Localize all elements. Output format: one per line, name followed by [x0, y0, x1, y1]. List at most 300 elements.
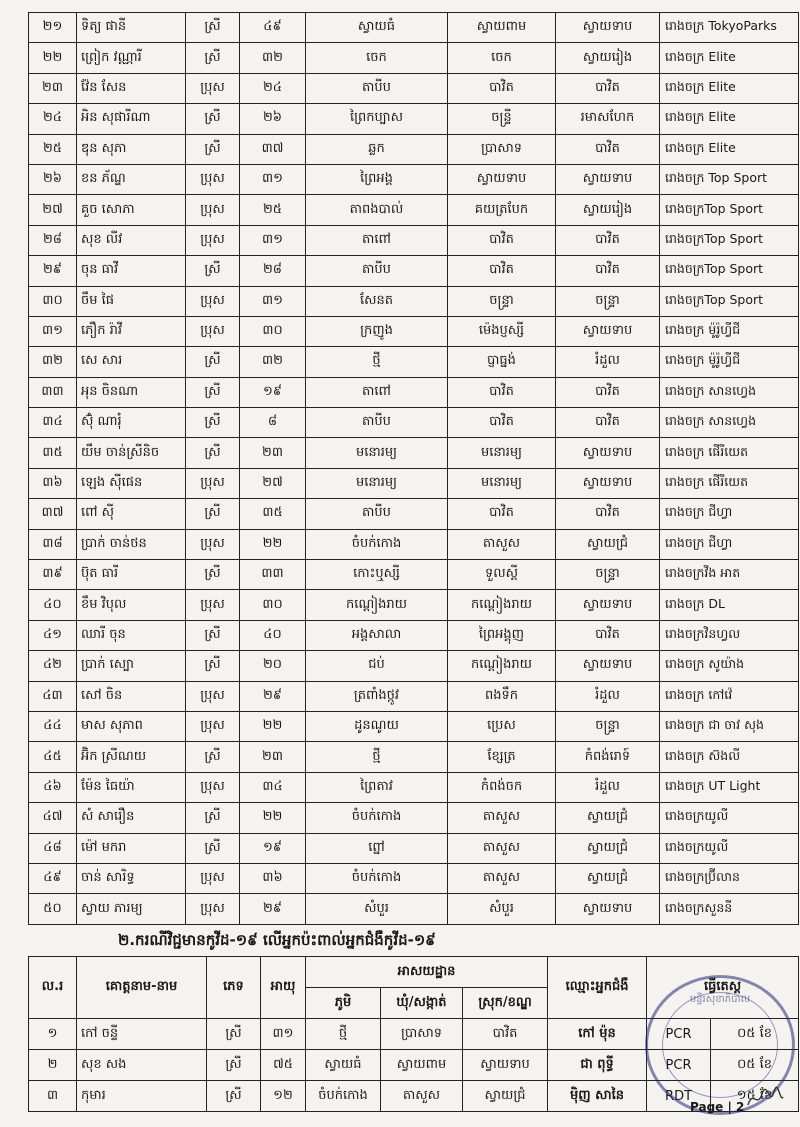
table-row	[29, 347, 799, 377]
factory-cell: រោងចក្រ សូយ៉ាង	[660, 651, 799, 681]
district-cell: រំដួល	[556, 347, 660, 377]
commune-cell: ចន្ទ្រី	[448, 104, 556, 134]
village-cell: តាពងបាល់	[306, 195, 448, 225]
district-cell: រំដួល	[556, 772, 660, 802]
person-sex: ប្រុស	[186, 894, 240, 924]
person-sex: ស្រី	[186, 651, 240, 681]
person-name: ឌុន សុភា	[77, 134, 186, 164]
table-row	[29, 256, 799, 286]
person-name: ខឹម វិបុល	[77, 590, 186, 620]
table-row	[29, 1081, 799, 1112]
commune-cell: តាសួស	[448, 529, 556, 559]
village-cell: មនោរម្យ	[306, 468, 448, 498]
commune-cell: តាសួស	[381, 1081, 463, 1112]
table-row	[29, 681, 799, 711]
factory-cell: រោងចក្រ UT Light	[660, 772, 799, 802]
header-address: អាសយដ្ឋាន	[306, 957, 548, 988]
test-date: ០៥ ខែ	[711, 1050, 799, 1081]
person-name: ប្រាក់ ចាន់ថន	[77, 529, 186, 559]
village-cell: សំបួរ	[306, 894, 448, 924]
village-cell: តាពៅ	[306, 377, 448, 407]
village-cell: ព្រៃអង្គ	[306, 164, 448, 194]
factory-cell: រោងចក្រ Elite	[660, 43, 799, 73]
person-sex: ប្រុស	[186, 73, 240, 103]
factory-cell: រោងចក្រ កៅវ៉េ	[660, 681, 799, 711]
header-row	[29, 957, 799, 988]
row-number: ២១	[29, 13, 77, 43]
commune-cell: បាវិត	[448, 256, 556, 286]
person-age: ៣១	[240, 164, 306, 194]
person-sex: ប្រុស	[186, 468, 240, 498]
person-age: ២៥	[240, 195, 306, 225]
commune-cell: ចេក	[448, 43, 556, 73]
person-name: ស្វាយ ភារម្យ	[77, 894, 186, 924]
person-sex: ស្រី	[207, 1019, 261, 1050]
district-cell: បាវិត	[556, 499, 660, 529]
person-age: ១២	[261, 1081, 306, 1112]
table-row	[29, 833, 799, 863]
commune-cell: បាវិត	[448, 377, 556, 407]
village-cell: ថ្មី	[306, 742, 448, 772]
district-cell: ស្វាយទាប	[463, 1050, 548, 1081]
table-row	[29, 1019, 799, 1050]
table-row	[29, 195, 799, 225]
factory-cell: រោងចក្រយូលី	[660, 803, 799, 833]
person-age: ២៦	[240, 104, 306, 134]
factory-cell: រោងចក្រTop Sport	[660, 225, 799, 255]
table-row	[29, 73, 799, 103]
commune-cell: ខ្សែត្រ	[448, 742, 556, 772]
person-age: ៧៥	[261, 1050, 306, 1081]
person-age: ៣៧	[240, 134, 306, 164]
person-age: ៣១	[261, 1019, 306, 1050]
person-age: ៣០	[240, 316, 306, 346]
commune-cell: កណ្ដៀងរាយ	[448, 590, 556, 620]
village-cell: តាបីប	[306, 499, 448, 529]
person-sex: ស្រី	[186, 438, 240, 468]
district-cell: បាវិត	[556, 134, 660, 164]
village-cell: ចំបក់កោង	[306, 1081, 381, 1112]
person-sex: ស្រី	[186, 742, 240, 772]
factory-cell: រោងចក្រ TokyoParks	[660, 13, 799, 43]
header-age: អាយុ	[261, 957, 306, 1019]
person-sex: ស្រី	[186, 134, 240, 164]
row-number: ៥០	[29, 894, 77, 924]
district-cell: បាវិត	[556, 73, 660, 103]
person-name: សំ សារឿន	[77, 803, 186, 833]
row-number: ៤០	[29, 590, 77, 620]
person-name: ព្រៀក វណ្ណារី	[77, 43, 186, 73]
table-row	[29, 134, 799, 164]
person-sex: ស្រី	[186, 833, 240, 863]
row-number: ៣០	[29, 286, 77, 316]
factory-cell: រោងចក្រសួននី	[660, 894, 799, 924]
village-cell: តាបីប	[306, 73, 448, 103]
person-sex: ស្រី	[207, 1081, 261, 1112]
row-number: ៣៤	[29, 408, 77, 438]
person-age: ២៩	[240, 894, 306, 924]
header-sex: ភេទ	[207, 957, 261, 1019]
factory-cell: រោងចក្រTop Sport	[660, 256, 799, 286]
district-cell: ចន្ទ្រា	[556, 286, 660, 316]
table-row	[29, 1050, 799, 1081]
factory-cell: រោងចក្រ Elite	[660, 73, 799, 103]
district-cell: កំពង់រោទ៍	[556, 742, 660, 772]
person-age: ២៩	[240, 681, 306, 711]
district-cell: ស្វាយទាប	[556, 590, 660, 620]
person-name: អិន សុផារីណា	[77, 104, 186, 134]
table-row	[29, 529, 799, 559]
village-cell: ចំបក់កោង	[306, 529, 448, 559]
district-cell: ស្វាយទាប	[556, 316, 660, 346]
commune-cell: ព្រៃអង្គុញ	[448, 620, 556, 650]
person-age: ៨	[240, 408, 306, 438]
row-number: ៣៩	[29, 560, 77, 590]
commune-cell: តាសួស	[448, 803, 556, 833]
district-cell: ស្វាយរៀង	[556, 43, 660, 73]
page-number: Page | 2	[690, 1100, 745, 1114]
person-sex: ប្រុស	[186, 590, 240, 620]
row-number: ៤៥	[29, 742, 77, 772]
village-cell: ចំបក់កោង	[306, 863, 448, 893]
factory-cell: រោងចក្រ ជា ចាវ សុង	[660, 711, 799, 741]
row-number: ៣២	[29, 347, 77, 377]
village-cell: ថ្មី	[306, 347, 448, 377]
person-sex: ស្រី	[186, 620, 240, 650]
person-age: ៣២	[240, 43, 306, 73]
test-type: PCR	[647, 1050, 711, 1081]
person-age: ២៣	[240, 742, 306, 772]
district-cell: ស្វាយជ្រំ	[463, 1081, 548, 1112]
village-cell: សែនត	[306, 286, 448, 316]
factory-cell: រោងចក្រយូលី	[660, 833, 799, 863]
table-row	[29, 164, 799, 194]
person-sex: ស្រី	[186, 347, 240, 377]
contact-cases-body	[29, 1019, 799, 1112]
factory-cell: រោងចក្រ DL	[660, 590, 799, 620]
row-number: ៤២	[29, 651, 77, 681]
village-cell: អង្គសាលា	[306, 620, 448, 650]
person-sex: ប្រុស	[186, 164, 240, 194]
table-row	[29, 13, 799, 43]
person-sex: ស្រី	[186, 13, 240, 43]
patient-name: កៅ ម៉ុន	[548, 1019, 647, 1050]
section-2-heading: ២.ករណីវិជ្ជមានកូវីដ-១៩ លើអ្នកប៉ះពាល់អ្នកជំងឺកូវីដ-១៩	[118, 931, 436, 949]
person-sex: ស្រី	[186, 377, 240, 407]
row-number: ៤៣	[29, 681, 77, 711]
district-cell: ស្វាយទាប	[556, 468, 660, 498]
row-number: ២២	[29, 43, 77, 73]
district-cell: ស្វាយទាប	[556, 13, 660, 43]
village-cell: ឆ្លក	[306, 134, 448, 164]
header-no: ល.រ	[29, 957, 77, 1019]
factory-cell: រោងចក្រ Top Sport	[660, 164, 799, 194]
table-row	[29, 863, 799, 893]
person-sex: ប្រុស	[186, 316, 240, 346]
village-cell: កណ្ដៀងរាយ	[306, 590, 448, 620]
district-cell: បាវិត	[463, 1019, 548, 1050]
village-cell: មនោរម្យ	[306, 438, 448, 468]
factory-cell: រោងចក្រ ជីហ្វា	[660, 529, 799, 559]
row-number: ៣៦	[29, 468, 77, 498]
test-type: RDT	[647, 1081, 711, 1112]
person-sex: ប្រុស	[186, 195, 240, 225]
row-number: ១	[29, 1019, 77, 1050]
person-sex: ប្រុស	[186, 529, 240, 559]
person-age: ៣១	[240, 286, 306, 316]
header-name: គោត្តនាម-នាម	[77, 957, 207, 1019]
village-cell: ស្វាយធំ	[306, 13, 448, 43]
row-number: ៣	[29, 1081, 77, 1112]
commune-cell: សំបួរ	[448, 894, 556, 924]
table-row	[29, 590, 799, 620]
stamp-text: មន្ទីរសុខាភិបាល	[689, 994, 751, 1005]
table-row	[29, 651, 799, 681]
header-district: ស្រុក/ខណ្ឌ	[463, 988, 548, 1019]
person-sex: ស្រី	[207, 1050, 261, 1081]
commune-cell: កំពង់ចក	[448, 772, 556, 802]
person-age: ៣១	[240, 225, 306, 255]
factory-cell: រោងចក្រ ម៉ូរ៉ូហ្វីជី	[660, 347, 799, 377]
person-sex: ស្រី	[186, 43, 240, 73]
row-number: ៤៤	[29, 711, 77, 741]
village-cell: ចេក	[306, 43, 448, 73]
test-date: ០៥ ខែ	[711, 1019, 799, 1050]
table-row	[29, 286, 799, 316]
person-age: ២៧	[240, 468, 306, 498]
person-age: ២២	[240, 711, 306, 741]
district-cell: ស្វាយទាប	[556, 164, 660, 194]
factory-cell: រោងចក្រវីង អាត	[660, 560, 799, 590]
person-age: ១៩	[240, 377, 306, 407]
person-name: ចុន ធាវី	[77, 256, 186, 286]
header-test: ធ្វើតេស្ត	[647, 957, 799, 1019]
commune-cell: ស្វាយពាម	[381, 1050, 463, 1081]
person-name: ម៉ៅ មករា	[77, 833, 186, 863]
person-name: វ៉ែន សែន	[77, 73, 186, 103]
commune-cell: បាវិត	[448, 408, 556, 438]
row-number: ៤១	[29, 620, 77, 650]
factory-cell: រោងចក្រTop Sport	[660, 286, 799, 316]
person-sex: ប្រុស	[186, 286, 240, 316]
patient-name: ម៉ិញ សានៃ	[548, 1081, 647, 1112]
commune-cell: បាវិត	[448, 225, 556, 255]
row-number: ៣៨	[29, 529, 77, 559]
row-number: ២៦	[29, 164, 77, 194]
commune-cell: ចន្ទ្រា	[448, 286, 556, 316]
table-row	[29, 104, 799, 134]
person-name: យឹម ចាន់ស្រីនិច	[77, 438, 186, 468]
person-name: អ៊ិក ស្រីណយ	[77, 742, 186, 772]
factory-cell: រោងចក្រវិនហ្វល	[660, 620, 799, 650]
person-sex: ស្រី	[186, 256, 240, 286]
person-sex: ស្រី	[186, 499, 240, 529]
person-age: ៣៦	[240, 863, 306, 893]
person-age: ៤៩	[240, 13, 306, 43]
district-cell: រមាសហែក	[556, 104, 660, 134]
district-cell: ស្វាយទាប	[556, 438, 660, 468]
village-cell: ត្រពាំងថ្កូវ	[306, 681, 448, 711]
person-name: សៅ ចិន	[77, 681, 186, 711]
contact-cases-table	[28, 956, 799, 1112]
row-number: ៤៩	[29, 863, 77, 893]
row-number: ៣៥	[29, 438, 77, 468]
person-age: ៣៥	[240, 499, 306, 529]
cases-table-continued	[28, 12, 799, 925]
row-number: ២៩	[29, 256, 77, 286]
village-cell: ក្រញូង	[306, 316, 448, 346]
person-name: ខន ភ័ណ្ឌ	[77, 164, 186, 194]
person-age: ៣៣	[240, 560, 306, 590]
commune-cell: មនោរម្យ	[448, 438, 556, 468]
table-row	[29, 316, 799, 346]
person-age: ៤០	[240, 620, 306, 650]
factory-cell: រោងចក្រ សានហ្វេង	[660, 408, 799, 438]
factory-cell: រោងចក្រ ស៊ងលី	[660, 742, 799, 772]
commune-cell: ប្រាសាទ	[381, 1019, 463, 1050]
village-cell: កោះឬស្សី	[306, 560, 448, 590]
table-row	[29, 711, 799, 741]
person-age: ២៨	[240, 256, 306, 286]
district-cell: ស្វាយទាប	[556, 651, 660, 681]
person-age: ៣០	[240, 590, 306, 620]
row-number: ៣៧	[29, 499, 77, 529]
table-row	[29, 803, 799, 833]
person-name: ម៉ែន ធៃយ៉ា	[77, 772, 186, 802]
commune-cell: គយត្របែក	[448, 195, 556, 225]
row-number: ២	[29, 1050, 77, 1081]
row-number: ៤៦	[29, 772, 77, 802]
district-cell: ស្វាយទាប	[556, 894, 660, 924]
person-name: អុន ចិនណា	[77, 377, 186, 407]
person-age: ៣២	[240, 347, 306, 377]
table-row	[29, 772, 799, 802]
commune-cell: មនោរម្យ	[448, 468, 556, 498]
village-cell: ថ្មី	[306, 1019, 381, 1050]
person-age: ៣៤	[240, 772, 306, 802]
table-row	[29, 408, 799, 438]
district-cell: ចន្ទ្រា	[556, 560, 660, 590]
table-row	[29, 620, 799, 650]
test-date: ១៥ ខែ	[711, 1081, 799, 1112]
village-cell: តាពៅ	[306, 225, 448, 255]
row-number: ២៧	[29, 195, 77, 225]
person-name: កៅ ចន្ទី	[77, 1019, 207, 1050]
district-cell: រំដួល	[556, 681, 660, 711]
commune-cell: បាវិត	[448, 73, 556, 103]
table-row	[29, 742, 799, 772]
factory-cell: រោងចក្រ ជីហ្វា	[660, 499, 799, 529]
person-age: ២៤	[240, 73, 306, 103]
person-sex: ស្រី	[186, 104, 240, 134]
commune-cell: ប្រាសាទ	[448, 134, 556, 164]
district-cell: បាវិត	[556, 408, 660, 438]
person-name: ឈារី ចុន	[77, 620, 186, 650]
test-type: PCR	[647, 1019, 711, 1050]
person-sex: ស្រី	[186, 560, 240, 590]
row-number: ៣១	[29, 316, 77, 346]
person-sex: ប្រុស	[186, 863, 240, 893]
person-sex: ស្រី	[186, 803, 240, 833]
district-cell: ស្វាយរៀង	[556, 195, 660, 225]
factory-cell: រោងចក្រTop Sport	[660, 195, 799, 225]
district-cell: ស្វាយជ្រំ	[556, 529, 660, 559]
factory-cell: រោងចក្រ ម៉ូរ៉ូហ្វីជី	[660, 316, 799, 346]
table-row	[29, 468, 799, 498]
row-number: ៣៣	[29, 377, 77, 407]
commune-cell: ប្រេស	[448, 711, 556, 741]
person-name: ទិត្យ ផានី	[77, 13, 186, 43]
factory-cell: រោងចក្រប្រ៊ីលាន	[660, 863, 799, 893]
cases-table-body	[29, 13, 799, 925]
village-cell: ព្នៅ	[306, 833, 448, 863]
table-row	[29, 438, 799, 468]
header-village: ភូមិ	[306, 988, 381, 1019]
person-name: ចឹម ផៃ	[77, 286, 186, 316]
village-cell: ដូនណូយ	[306, 711, 448, 741]
commune-cell: តាសួស	[448, 833, 556, 863]
person-name: សុខ លីវ	[77, 225, 186, 255]
row-number: ២៣	[29, 73, 77, 103]
person-name: សុខ សង	[77, 1050, 207, 1081]
person-name: ស៊ុំ ណារុំ	[77, 408, 186, 438]
commune-cell: ស្វាយពាម	[448, 13, 556, 43]
district-cell: ស្វាយជ្រំ	[556, 803, 660, 833]
person-age: ២០	[240, 651, 306, 681]
factory-cell: រោងចក្រ សានហ្វេង	[660, 377, 799, 407]
table-row	[29, 560, 799, 590]
district-cell: បាវិត	[556, 225, 660, 255]
district-cell: បាវិត	[556, 377, 660, 407]
commune-cell: កណ្ដៀងរាយ	[448, 651, 556, 681]
person-name: មាស សុភាព	[77, 711, 186, 741]
village-cell: ស្វាយធំ	[306, 1050, 381, 1081]
factory-cell: រោងចក្រ Elite	[660, 134, 799, 164]
person-sex: ប្រុស	[186, 772, 240, 802]
district-cell: បាវិត	[556, 256, 660, 286]
row-number: ៤៨	[29, 833, 77, 863]
table-row	[29, 225, 799, 255]
district-cell: ចន្ទ្រា	[556, 711, 660, 741]
person-name: ចាន់ សារិទ្ធ	[77, 863, 186, 893]
village-cell: ព្រៃតាវ	[306, 772, 448, 802]
person-name: ឡេង ស៊ីផេន	[77, 468, 186, 498]
commune-cell: តាសួស	[448, 863, 556, 893]
table-row	[29, 43, 799, 73]
person-sex: ប្រុស	[186, 681, 240, 711]
header-patient: ឈ្មោះអ្នកជំងឺ	[548, 957, 647, 1019]
person-age: ២២	[240, 803, 306, 833]
table-row	[29, 499, 799, 529]
person-sex: ប្រុស	[186, 225, 240, 255]
person-name: សេ សារ	[77, 347, 186, 377]
village-cell: តាបីប	[306, 256, 448, 286]
table-row	[29, 377, 799, 407]
factory-cell: រោងចក្រ ផើរីយេត	[660, 468, 799, 498]
commune-cell: បាវិត	[448, 499, 556, 529]
factory-cell: រោងចក្រ ផើរីយេត	[660, 438, 799, 468]
person-sex: ប្រុស	[186, 711, 240, 741]
commune-cell: ពងទឹក	[448, 681, 556, 711]
person-age: ១៩	[240, 833, 306, 863]
district-cell: ស្វាយជ្រំ	[556, 863, 660, 893]
person-name: ប្រាក់ ស្បោ	[77, 651, 186, 681]
person-age: ២២	[240, 529, 306, 559]
header-commune: ឃុំ/សង្កាត់	[381, 988, 463, 1019]
person-age: ២៣	[240, 438, 306, 468]
factory-cell: រោងចក្រ Elite	[660, 104, 799, 134]
commune-cell: ទួលស្ដី	[448, 560, 556, 590]
